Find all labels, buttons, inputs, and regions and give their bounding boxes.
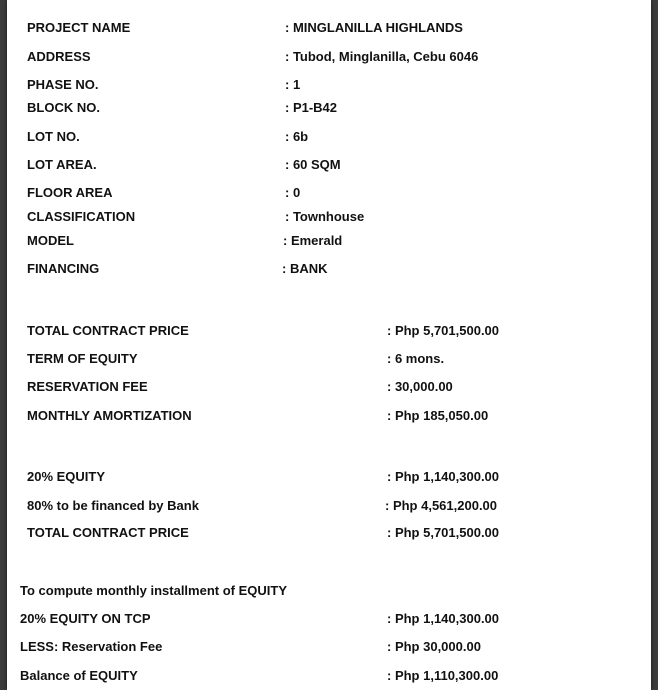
bank-financed-row (7, 497, 651, 515)
installment-heading: To compute monthly installment of EQUITY (20, 583, 287, 598)
tcp-total-row (7, 524, 651, 542)
field-label: BLOCK NO. (27, 100, 100, 115)
field-label: MONTHLY AMORTIZATION (27, 408, 192, 423)
field-value: : Php 30,000.00 (387, 639, 481, 654)
field-value: : P1-B42 (285, 100, 338, 115)
field-value: : 60 SQM (285, 157, 341, 172)
field-value: : Php 4,561,200.00 (385, 498, 498, 513)
equity-row (7, 468, 651, 486)
field-value: : Php 1,140,300.00 (387, 611, 500, 626)
classification-row (7, 208, 651, 226)
tcp-row (7, 322, 651, 340)
address-row (7, 48, 651, 66)
monthly-amortization-row (7, 407, 651, 425)
field-value: : Php 5,701,500.00 (387, 323, 500, 338)
field-label: ADDRESS (27, 49, 91, 64)
field-value: : 1 (285, 77, 301, 92)
field-label: MODEL (27, 233, 74, 248)
field-value: : 0 (285, 185, 301, 200)
field-label: TOTAL CONTRACT PRICE (27, 525, 189, 540)
equity-on-tcp-row (7, 610, 651, 628)
field-value: : Emerald (283, 233, 343, 248)
field-label: RESERVATION FEE (27, 379, 148, 394)
field-value: : BANK (282, 261, 328, 276)
model-row (7, 232, 651, 250)
floor-area-row (7, 184, 651, 202)
lot-area-row (7, 156, 651, 174)
field-label: TERM OF EQUITY (27, 351, 138, 366)
field-label: CLASSIFICATION (27, 209, 136, 224)
field-label: TOTAL CONTRACT PRICE (27, 323, 189, 338)
document-page (7, 0, 651, 690)
financing-row (7, 260, 651, 278)
field-label: FLOOR AREA (27, 185, 113, 200)
field-label: PHASE NO. (27, 77, 99, 92)
field-label: PROJECT NAME (27, 20, 131, 35)
field-value: : Tubod, Minglanilla, Cebu 6046 (285, 49, 479, 64)
field-value: : Php 1,140,300.00 (387, 469, 500, 484)
field-value: : 30,000.00 (387, 379, 453, 394)
field-label: 80% to be financed by Bank (27, 498, 199, 513)
lot-row (7, 128, 651, 146)
field-value: : Php 1,110,300.00 (387, 668, 499, 683)
field-label: FINANCING (27, 261, 100, 276)
field-label: LESS: Reservation Fee (20, 639, 163, 654)
field-value: : Townhouse (285, 209, 365, 224)
project-name-row (7, 19, 651, 37)
term-of-equity-row (7, 350, 651, 368)
field-value: : Php 185,050.00 (387, 408, 489, 423)
block-row (7, 99, 651, 117)
phase-row (7, 76, 651, 94)
reservation-fee-row (7, 378, 651, 396)
field-label: LOT AREA. (27, 157, 97, 172)
field-value: : 6 mons. (387, 351, 445, 366)
field-label: 20% EQUITY (27, 469, 106, 484)
field-value: : Php 5,701,500.00 (387, 525, 500, 540)
field-value: : 6b (285, 129, 309, 144)
field-label: 20% EQUITY ON TCP (20, 611, 151, 626)
field-label: Balance of EQUITY (20, 668, 138, 683)
balance-equity-row (7, 667, 651, 685)
field-value: : MINGLANILLA HIGHLANDS (285, 20, 463, 35)
less-reservation-row (7, 638, 651, 656)
field-label: LOT NO. (27, 129, 80, 144)
